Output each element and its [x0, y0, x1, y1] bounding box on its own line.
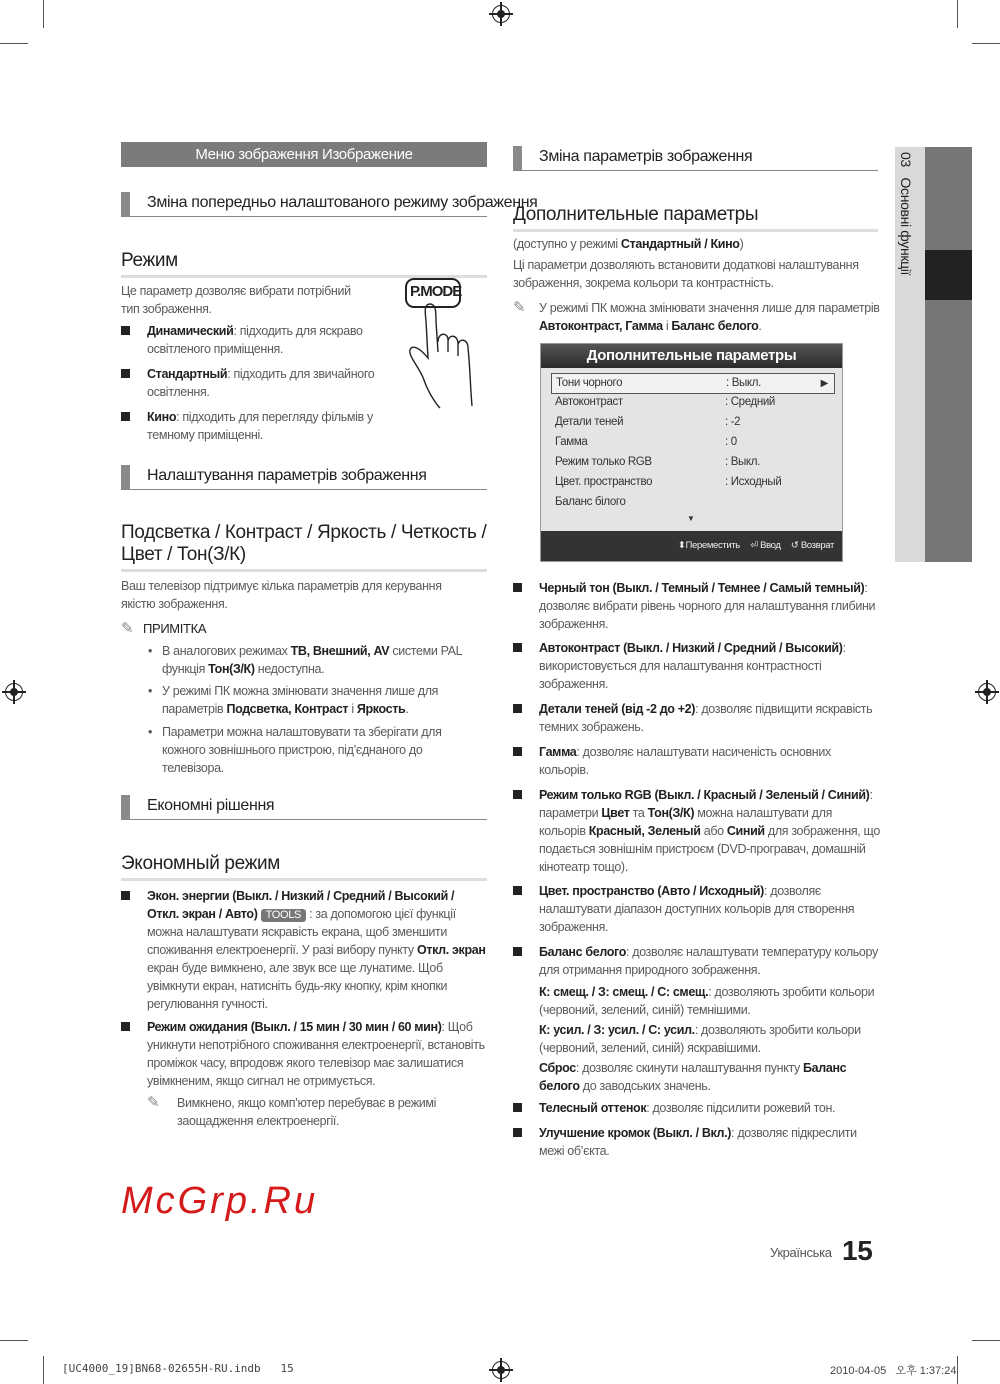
text-segment: до заводських значень.	[579, 1079, 711, 1093]
rich-text	[539, 1061, 846, 1093]
availability-note	[513, 235, 878, 253]
osd-row-value: : -2	[725, 416, 741, 428]
rich-text	[147, 410, 373, 442]
text-segment: .	[758, 319, 762, 333]
chapter-title: Основні функції	[898, 177, 914, 276]
osd-return-hint	[791, 540, 834, 551]
note-heading	[121, 619, 206, 637]
osd-row-color-space[interactable]	[551, 473, 833, 492]
rich-text	[162, 684, 438, 716]
subheading-eco	[121, 795, 487, 820]
bold-term: Баланс белого	[671, 319, 759, 333]
text-segment: .	[405, 702, 409, 716]
rich-text	[147, 367, 374, 399]
bold-term: Откл. экран	[416, 943, 486, 957]
rich-text	[513, 237, 743, 251]
bold-term: Подсветка, Контраст	[226, 702, 349, 716]
enter-icon: ⏎	[750, 540, 761, 551]
bold-term: Гамма	[539, 745, 577, 759]
heading-backlight: Подсветка / Контраст / Яркость / Четкость / Цвет / Тон(З/К)	[121, 522, 487, 572]
bullet-icon	[121, 891, 130, 900]
eco-note-text: Вимкнено, якщо комп’ютер перебуває в режимі заощадження електроенергії.	[177, 1096, 437, 1128]
bold-term: Автоконтраст (Выкл. / Низкий / Средний / Высокий)	[539, 641, 843, 655]
text-segment: В аналогових режимах	[162, 644, 291, 658]
item-edge-enhancement	[513, 1124, 881, 1160]
osd-row-gamma[interactable]	[551, 433, 833, 452]
text-segment: : дозволяє підсилити рожевий тон.	[646, 1101, 836, 1115]
updown-icon: ⬍	[677, 540, 686, 551]
eco-item-standby	[121, 1018, 489, 1090]
osd-row-rgb-only[interactable]	[551, 453, 833, 472]
item-black-tone	[513, 579, 881, 633]
bold-term: Баланс белого	[539, 1061, 847, 1093]
rich-text	[539, 985, 874, 1017]
advanced-settings-osd-menu	[540, 343, 843, 562]
item-shadow-detail	[513, 700, 881, 736]
text-segment: : за допомогою цієї функції можна налаштувати яскравість екрана, щоб зменшити споживання електроенергії. У разі вибору пункту	[147, 907, 456, 957]
bold-term: Яркость	[356, 702, 406, 716]
bullet-icon	[121, 326, 130, 335]
rich-text	[539, 1023, 861, 1055]
item-white-balance	[513, 943, 881, 979]
text-segment: системи PAL функція	[162, 644, 462, 676]
rich-text	[539, 702, 872, 734]
note-title: ПРИМІТКА	[143, 621, 207, 636]
bold-term: Сброс	[539, 1061, 576, 1075]
text-segment: : дозволяє налаштувати насиченість основних кольорів.	[539, 745, 831, 777]
bold-term: Тон(З/К)	[208, 662, 255, 676]
text-segment: : дозволяють зробити кольори (червоний, зелений, синій) темнішими.	[539, 985, 875, 1017]
osd-row-label: Режим только RGB	[555, 456, 652, 468]
subheading-text: Налаштування параметрів зображення	[147, 467, 427, 484]
chapter-tab-marker	[925, 250, 972, 300]
subheading-text: Зміна параметрів зображення	[539, 148, 753, 165]
bullet-icon	[121, 369, 130, 378]
osd-row-auto-contrast[interactable]	[551, 393, 833, 412]
item-color-space	[513, 882, 881, 936]
crop-mark	[972, 1340, 1000, 1341]
rich-text	[539, 1101, 835, 1115]
text-segment: : дозволяє підкреслити межі об’єкта.	[539, 1126, 857, 1158]
return-icon: ↺	[790, 540, 801, 551]
note-item	[148, 723, 458, 777]
mode-intro-line: Це параметр дозволяє вибрати потрібний	[121, 284, 351, 298]
text-segment: : дозволяє скинути налаштування пункту	[575, 1061, 804, 1075]
tools-button-badge: TOOLS	[261, 909, 306, 922]
bold-term: Тон(З/К)	[647, 806, 695, 820]
rich-text	[539, 1126, 857, 1158]
crop-mark	[957, 0, 958, 28]
wb-offset	[539, 983, 881, 1019]
chapter-tab-bar	[925, 147, 972, 562]
advanced-intro: Ці параметри дозволяють встановити додаткові налаштування зображення, зокрема кольори та контрастність.	[513, 258, 859, 290]
osd-row-label: Автоконтраст	[555, 396, 623, 408]
text-segment: (доступно у режимі	[513, 237, 621, 251]
bold-term: Кино	[147, 410, 177, 424]
subheading-picture-settings	[121, 465, 487, 490]
pmode-label: P.MODE	[410, 283, 462, 300]
page-number: 15	[842, 1235, 873, 1266]
bold-term: Стандартный / Кино	[620, 237, 740, 251]
pmode-button-illustration	[400, 276, 495, 411]
text-segment: : параметри	[539, 788, 873, 820]
item-auto-contrast	[513, 639, 881, 693]
subheading-change-picture	[513, 146, 878, 171]
text-segment: : дозволяє вибрати рівень чорного для налаштування глибини зображення.	[539, 581, 876, 631]
backlight-intro: Ваш телевізор підтримує кілька параметрів для керування якістю зображення.	[121, 579, 442, 611]
rich-text	[539, 301, 880, 333]
bold-term: Телесный оттенок	[539, 1101, 647, 1115]
registration-mark-icon	[5, 683, 23, 701]
bullet-icon	[513, 747, 522, 756]
osd-row-value: : Средний	[725, 396, 775, 408]
watermark: McGrp.Ru	[121, 1180, 319, 1222]
wb-reset	[539, 1059, 881, 1095]
text-segment: та	[629, 806, 648, 820]
bold-term: Детали теней (від -2 до +2)	[539, 702, 696, 716]
osd-row-label: Цвет. пространство	[555, 476, 653, 488]
pc-note	[513, 299, 914, 335]
osd-move-hint	[678, 540, 740, 551]
osd-title: Дополнительные параметры	[541, 344, 842, 368]
wb-gain	[539, 1021, 884, 1057]
mode-item-standard	[121, 365, 391, 401]
osd-row-black-tone[interactable]	[551, 373, 835, 394]
rich-text	[147, 889, 486, 1011]
chapter-tab-label	[898, 152, 914, 275]
crop-mark	[0, 1340, 28, 1341]
pencil-note-icon: ✎	[121, 620, 134, 637]
bold-term: ТВ, Внешний, AV	[290, 644, 390, 658]
text-segment: для зображення, що подається зовнішнім пристроєм (DVD-програвач, домашній кінотеатр тощо).	[539, 824, 880, 874]
text-segment: )	[739, 237, 744, 251]
text-segment: У режимі ПК можна змінювати значення лише для параметрів	[162, 684, 439, 716]
text-segment: : підходить для звичайного освітлення.	[147, 367, 375, 399]
text-segment: можна налаштувати для кольорів	[539, 806, 832, 838]
subheading-preset-mode	[121, 192, 538, 217]
text-segment: У режимі ПК можна змінювати значення лише для параметрів	[539, 301, 880, 315]
bold-term: К: усил. / З: усил. / С: усил.	[539, 1023, 695, 1037]
osd-row-shadow-detail[interactable]	[551, 413, 833, 432]
bold-term: Синий	[726, 824, 765, 838]
registration-mark-icon	[492, 1361, 510, 1379]
bold-term: Режим ожидания (Выкл. / 15 мин / 30 мин / 60 мин)	[147, 1020, 442, 1034]
eco-item-energy	[121, 887, 489, 1013]
bold-term: Улучшение кромок (Выкл. / Вкл.)	[539, 1126, 732, 1140]
rich-text	[539, 884, 854, 934]
crop-mark	[957, 1356, 958, 1384]
bold-term: Динамический	[147, 324, 234, 338]
bold-term: Цвет. пространство (Авто / Исходный)	[539, 884, 764, 898]
rich-text	[539, 745, 831, 777]
osd-row-label: Детали теней	[555, 416, 624, 428]
print-date-info: 2010-04-05 오후 1:37:24	[830, 1365, 957, 1377]
bold-term: Баланс белого	[539, 945, 627, 959]
bullet-icon	[513, 886, 522, 895]
rich-text	[539, 788, 880, 874]
rich-text	[539, 641, 846, 691]
mode-intro	[121, 282, 391, 318]
note-item	[148, 642, 486, 678]
osd-enter-label: Ввод	[760, 540, 781, 551]
print-file-info: [UC4000_19]BN68-02655H-RU.indb 15	[62, 1362, 294, 1375]
bullet-icon	[513, 704, 522, 713]
osd-row-value: : 0	[725, 436, 737, 448]
bullet-dot-icon: •	[148, 725, 153, 739]
text-segment: : підходить для перегляду фільмів у темному приміщенні.	[147, 410, 373, 442]
text-segment: : дозволяє налаштувати діапазон доступних кольорів для створення зображення.	[539, 884, 855, 934]
mode-item-movie	[121, 408, 391, 444]
item-flesh-tone	[513, 1099, 881, 1117]
registration-mark-icon	[978, 683, 996, 701]
rich-text	[539, 581, 875, 631]
bullet-icon	[513, 790, 522, 799]
note-item	[148, 682, 486, 718]
heading-eco-mode: Экономный режим	[121, 853, 487, 881]
heading-mode: Режим	[121, 250, 487, 278]
bold-term: Стандартный	[147, 367, 228, 381]
mode-intro-line: тип зображення.	[121, 302, 212, 316]
heading-advanced: Дополнительные параметры	[513, 204, 878, 232]
bold-term: Черный тон (Выкл. / Темный / Темнее / Самый темный)	[539, 581, 865, 595]
osd-move-label: Переместить	[685, 540, 740, 551]
crop-mark	[0, 43, 28, 44]
pencil-note-icon: ✎	[513, 299, 526, 316]
bullet-icon	[513, 583, 522, 592]
osd-row-value: : Выкл.	[726, 377, 761, 389]
bullet-icon	[121, 412, 130, 421]
osd-enter-hint	[750, 540, 780, 551]
osd-row-label: Баланс білого	[555, 496, 626, 508]
osd-row-value: : Исходный	[725, 476, 782, 488]
text-segment: : дозволяють зробити кольори (червоний, зелений, синій) яскравішими.	[539, 1023, 861, 1055]
crop-mark	[43, 1356, 44, 1384]
crop-mark	[43, 0, 44, 28]
pencil-note-icon: ✎	[147, 1094, 160, 1111]
text-segment: : підходить для яскраво освітленого приміщення.	[147, 324, 363, 356]
arrow-right-icon: ▶	[820, 378, 828, 389]
crop-mark	[972, 43, 1000, 44]
text-segment: Параметри можна налаштовувати та зберігати для кожного зовнішнього пристрою, під’єднаного до телевізора.	[162, 725, 442, 775]
bullet-icon	[513, 1128, 522, 1137]
text-segment: : дозволяє підвищити яскравість темних зображень.	[539, 702, 873, 734]
bold-term: Режим только RGB (Выкл. / Красный / Зеленый / Синий)	[539, 788, 870, 802]
rich-text	[147, 1020, 485, 1088]
bold-term: Красный, Зеленый	[588, 824, 701, 838]
bullet-icon	[513, 643, 522, 652]
bold-term: Цвет	[601, 806, 630, 820]
scroll-down-icon[interactable]: ▼	[687, 514, 695, 523]
text-segment: і	[348, 702, 357, 716]
text-segment: і	[662, 319, 672, 333]
osd-footer	[541, 531, 842, 561]
osd-row-label: Гамма	[555, 436, 588, 448]
text-segment: екран буде вимкнено, але звук все ще лунатиме. Щоб увімкнути екран, натисніть будь-яку кнопку, крім кнопки регулювання гучності.	[147, 961, 448, 1011]
text-segment: : Щоб уникнути непотрібного споживання електроенергії, встановіть проміжок часу, впродовж якого телевізор має залишатися увімкненим, якщо сигнал не отримується.	[147, 1020, 485, 1088]
item-gamma	[513, 743, 881, 779]
osd-row-label: Тони чорного	[556, 377, 623, 389]
text-segment: : використовується для налаштування контрастності зображення.	[539, 641, 846, 691]
eco-note	[147, 1094, 487, 1130]
text-segment: недоступна.	[254, 662, 325, 676]
rich-text	[162, 644, 462, 676]
registration-mark-icon	[492, 5, 510, 23]
mode-item-dynamic	[121, 322, 391, 358]
item-rgb-only	[513, 786, 881, 876]
subheading-text: Зміна попередньо налаштованого режиму зображення	[147, 194, 538, 211]
chapter-number: 03	[898, 152, 914, 167]
text-segment: : дозволяє налаштувати температуру кольору для отримання природного зображення.	[539, 945, 878, 977]
bullet-icon	[513, 1103, 522, 1112]
rich-text	[147, 324, 363, 356]
bold-term: Автоконтраст, Гамма	[539, 319, 663, 333]
bullet-dot-icon: •	[148, 684, 153, 698]
bold-term: Экон. энергии (Выкл. / Низкий / Средний / Высокий / Откл. экран / Авто)	[147, 889, 455, 921]
bullet-dot-icon: •	[148, 644, 153, 658]
osd-row-white-balance[interactable]	[551, 493, 833, 512]
bullet-icon	[513, 947, 522, 956]
osd-row-value: : Выкл.	[725, 456, 760, 468]
footer-language: Українська	[770, 1245, 832, 1260]
bold-term: К: смещ. / З: смещ. / С: смещ.	[539, 985, 709, 999]
rich-text	[162, 725, 442, 775]
osd-return-label: Возврат	[800, 540, 834, 551]
section-banner: Меню зображення Изображение	[121, 142, 487, 167]
rich-text	[539, 945, 878, 977]
subheading-text: Економні рішення	[147, 797, 275, 814]
text-segment: або	[700, 824, 727, 838]
bullet-icon	[121, 1022, 130, 1031]
